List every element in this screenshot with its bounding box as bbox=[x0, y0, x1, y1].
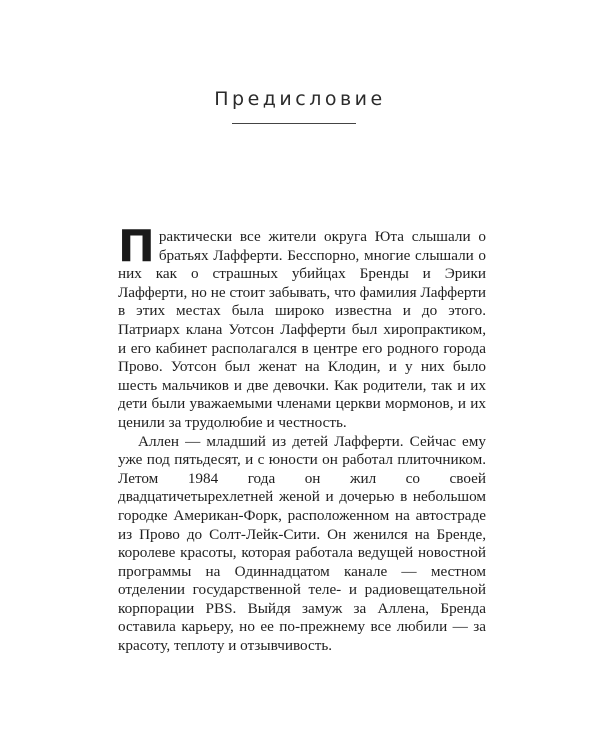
body-text bbox=[118, 221, 486, 656]
paragraph-1-text: рактически все жители округа Юта слышали о братьях Лафферти. Бесспорно, многие слышали о них как о страшных убийцах Бренды и Эрики Лафферти, но не стоит забывать, что фамилия Лафферти в этих местах была широко известна и до этого. Патриарх клана Уотсон Лафферти был хиропрактиком, и его кабинет располагался в центре его родного города Прово. Уотсон был женат на Клодин, и у них было шесть мальчиков и две девочки. Как родители, так и их дети были уважаемыми членами церкви мормонов, и их ценили за трудолюбие и честность. bbox=[118, 228, 486, 431]
drop-cap: П bbox=[118, 221, 155, 272]
title-divider bbox=[232, 123, 356, 124]
paragraph-1 bbox=[118, 221, 486, 433]
chapter-title: Предисловие bbox=[214, 88, 386, 110]
paragraph-2: Аллен — младший из детей Лафферти. Сейчас ему уже под пятьдесят, и с юности он работал плиточником. Летом 1984 года он жил со своей двадцатичетырехлетней женой и дочерью в небольшом городке Американ-Форк, расположенном на автостраде из Прово до Солт-Лейк-Сити. Он женился на Бренде, королеве красоты, которая работала ведущей новостной программы на Одиннадцатом канале — местном отделении государственной теле- и радиовещательной корпорации PBS. Выйдя замуж за Аллена, Бренда оставила карьеру, но ее по-прежнему все любили — за красоту, теплоту и отзывчивость. bbox=[118, 432, 486, 655]
